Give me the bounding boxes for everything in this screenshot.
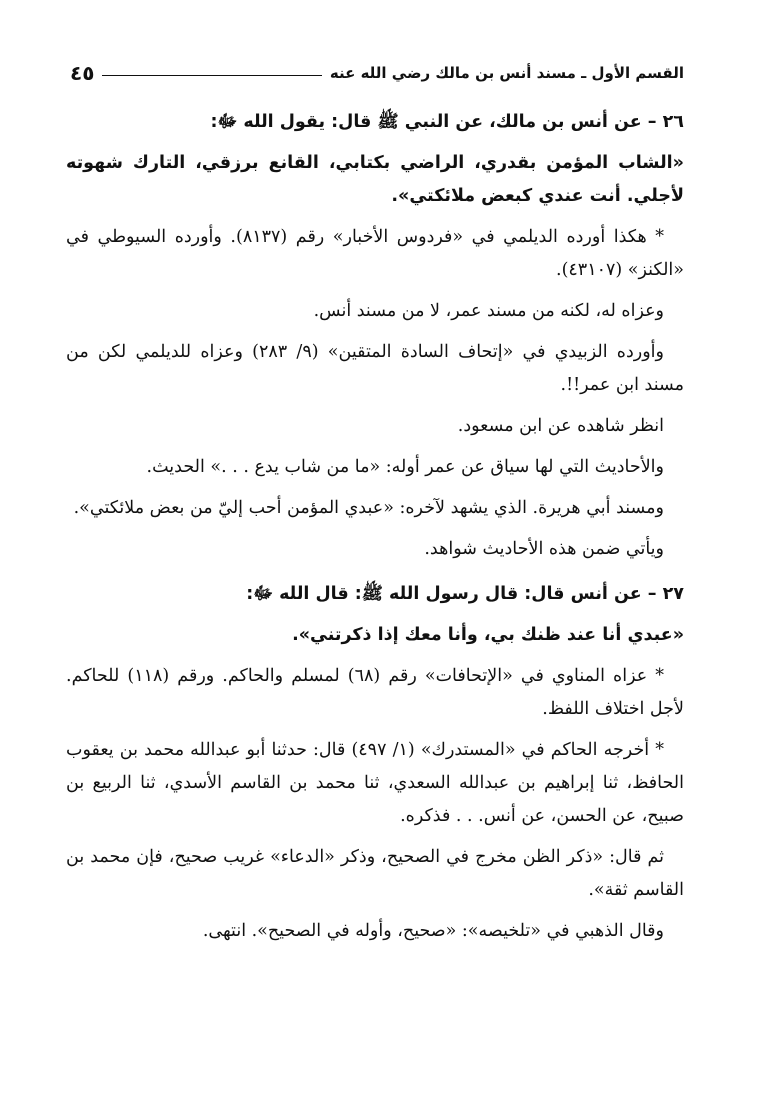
page-body <box>66 106 684 948</box>
hadith-27-note-1: * عزاه المناوي في «الإتحافات» رقم (٦٨) لمسلم والحاكم. ورقم (١١٨) للحاكم. لأجل اختلاف اللفظ. <box>66 666 684 719</box>
hadith-27-note-2: * أخرجه الحاكم في «المستدرك» (١/ ٤٩٧) قال: حدثنا أبو عبدالله محمد بن يعقوب الحافظ، ثنا إبراهيم بن عبدالله السعدي، ثنا محمد بن القاسم الأسدي، ثنا الربيع بن صبيح، عن الحسن، عن أنس. . . فذكره. <box>66 740 684 826</box>
hadith-26-note-5: والأحاديث التي لها سياق عن عمر أوله: «ما من شاب يدع . . .» الحديث. <box>146 457 664 477</box>
running-header <box>70 58 684 88</box>
hadith-26-note-6: ومسند أبي هريرة. الذي يشهد لآخره: «عبدي المؤمن أحب إليّ من بعض ملائكتي». <box>73 498 664 518</box>
hadith-27-text: «عبدي أنا عند ظنك بي، وأنا معك إذا ذكرتني». <box>292 625 684 645</box>
hadith-26-intro: ٢٦ – عن أنس بن مالك، عن النبي ﷺ قال: يقول الله ﷻ: <box>210 112 684 132</box>
header-rule <box>102 75 321 76</box>
page-number: ٤٥ <box>70 61 95 85</box>
header-title: القسم الأول ـ مسند أنس بن مالك رضي الله عنه <box>329 64 684 82</box>
hadith-26-text: «الشاب المؤمن بقدري، الراضي بكتابي، القانع برزقي، التارك شهوته لأجلي. أنت عندي كبعض ملائكتي». <box>66 153 684 206</box>
hadith-26-note-3: وأورده الزبيدي في «إتحاف السادة المتقين» (٩/ ٢٨٣) وعزاه للديلمي لكن من مسند ابن عمر!!. <box>66 342 684 395</box>
hadith-26-note-7: ويأتي ضمن هذه الأحاديث شواهد. <box>424 539 664 559</box>
hadith-27-intro: ٢٧ – عن أنس قال: قال رسول الله ﷺ: قال الله ﷻ: <box>246 584 684 604</box>
hadith-27-note-4: وقال الذهبي في «تلخيصه»: «صحيح، وأوله في الصحيح». انتهى. <box>202 921 664 941</box>
hadith-26-note-2: وعزاه له، لكنه من مسند عمر، لا من مسند أنس. <box>313 301 664 321</box>
hadith-26-note-4: انظر شاهده عن ابن مسعود. <box>457 416 664 436</box>
hadith-26-note-1: * هكذا أورده الديلمي في «فردوس الأخبار» رقم (٨١٣٧). وأورده السيوطي في «الكنز» (٤٣١٠٧). <box>66 227 684 280</box>
hadith-27-note-3: ثم قال: «ذكر الظن مخرج في الصحيح، وذكر «الدعاء» غريب صحيح، فإن محمد بن القاسم ثقة». <box>66 847 684 900</box>
